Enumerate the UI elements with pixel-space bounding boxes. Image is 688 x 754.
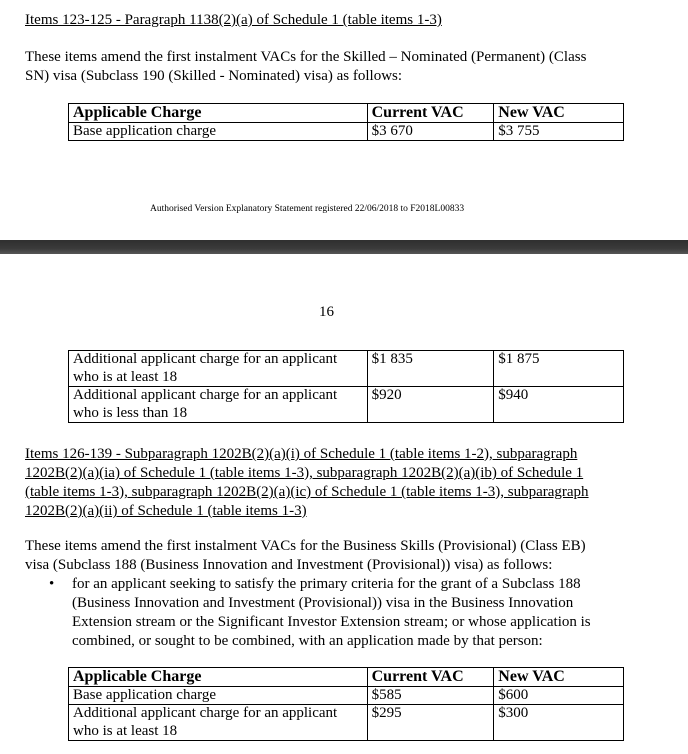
table-cell: $300 [494,705,624,741]
cell-line: Additional applicant charge for an applicant [73,705,338,721]
table-cell: $920 [367,387,494,423]
table-cell: $600 [494,686,624,705]
heading-line: Items 126-139 - Subparagraph 1202B(2)(a)(i) of Schedule 1 (table items 1-2), subparagraph [25,446,578,462]
table-cell: Base application charge [69,122,368,141]
cell-line: Additional applicant charge for an applicant [73,351,338,367]
cell-line: who is at least 18 [73,722,178,739]
table-cell: $3 755 [494,122,624,141]
table-cell: $295 [367,705,494,741]
column-header: New VAC [494,104,624,123]
bullet-list [25,575,591,651]
intro-paragraph-subclass-190 [25,48,586,86]
heading-line: 1202B(2)(a)(ia) of Schedule 1 (table items 1-3), subparagraph 1202B(2)(a)(ib) of Schedule 1 [25,465,584,481]
column-header: Applicable Charge [69,104,368,123]
heading-line: (table items 1-3), subparagraph 1202B(2)(a)(ic) of Schedule 1 (table items 1-3), subparagraph [25,484,589,500]
table-row [69,705,624,741]
column-header: Applicable Charge [69,668,368,687]
table-cell [69,387,368,423]
intro-line: These items amend the first instalment VACs for the Business Skills (Provisional) (Class EB) [25,538,586,554]
page-number: 16 [319,304,334,320]
table-header-row [69,668,624,687]
page-separator [0,240,688,254]
table-cell: $3 670 [367,122,494,141]
bullet-line: (Business Innovation and Investment (Provisional)) visa in the Business Innovation [72,595,574,611]
bullet-line: Extension stream or the Significant Investor Extension stream; or whose application is [72,614,591,630]
column-header: Current VAC [367,668,494,687]
table-row [69,686,624,705]
table-cell: $1 875 [494,351,624,387]
vac-table-continued [68,350,624,423]
table-header-row [69,104,624,123]
vac-table-subclass-190 [68,103,624,141]
table-cell [69,705,368,741]
page-footer: Authorised Version Explanatory Statement registered 22/06/2018 to F2018L00833 [150,204,465,214]
table-cell: Base application charge [69,686,368,705]
table-cell [69,351,368,387]
bullet-line: • for an applicant seeking to satisfy the primary criteria for the grant of a Subclass 188 [72,576,581,592]
table-cell: $940 [494,387,624,423]
cell-line: Additional applicant charge for an applicant [73,387,338,403]
section-heading-items-123-125: Items 123-125 - Paragraph 1138(2)(a) of Schedule 1 (table items 1-3) [25,12,442,28]
intro-paragraph-subclass-188 [25,537,586,575]
list-item [25,575,591,651]
cell-line: who is less than 18 [73,404,188,421]
table-row [69,351,624,387]
intro-line: These items amend the first instalment VACs for the Skilled – Nominated (Permanent) (Class [25,49,587,65]
cell-line: who is at least 18 [73,368,178,385]
section-heading-items-126-139 [25,445,589,521]
intro-line: visa (Subclass 188 (Business Innovation and Investment (Provisional)) visa) as follows: [25,557,553,573]
intro-line: SN) visa (Subclass 190 (Skilled - Nominated) visa) as follows: [25,68,403,84]
table-cell: $1 835 [367,351,494,387]
column-header: New VAC [494,668,624,687]
column-header: Current VAC [367,104,494,123]
vac-table-subclass-188 [68,667,624,741]
heading-line: 1202B(2)(a)(ii) of Schedule 1 (table items 1-3) [25,503,307,519]
table-row [69,387,624,423]
table-row [69,122,624,141]
bullet-line: combined, or sought to be combined, with an application made by that person: [72,633,543,649]
table-cell: $585 [367,686,494,705]
